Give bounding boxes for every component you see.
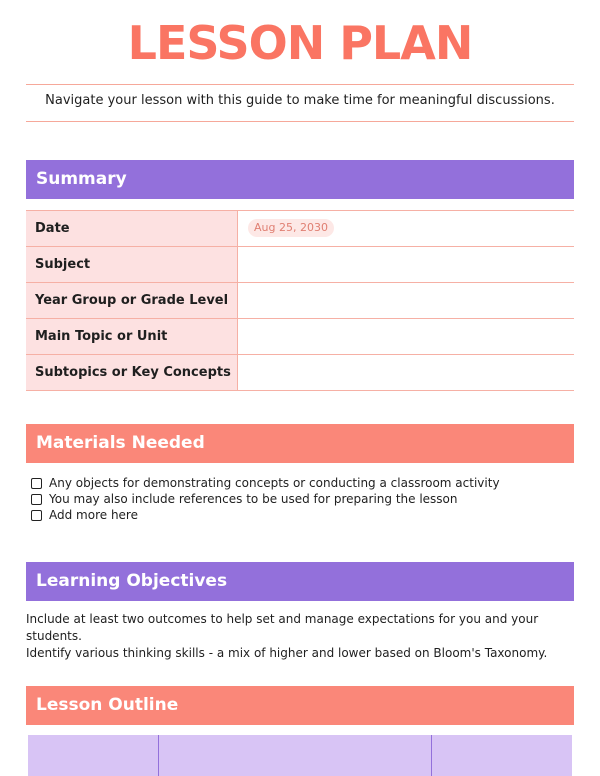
materials-heading: Materials Needed (26, 424, 574, 463)
list-item (31, 475, 500, 491)
checkbox[interactable] (31, 510, 42, 521)
date-value[interactable]: Aug 25, 2030 (248, 219, 334, 237)
summary-row-subtopics (26, 355, 574, 391)
list-item (31, 491, 500, 507)
summary-label: Subtopics or Key Concepts (26, 355, 238, 390)
summary-value[interactable] (238, 355, 574, 390)
checkbox[interactable] (31, 478, 42, 489)
summary-heading: Summary (26, 160, 574, 199)
objectives-heading: Learning Objectives (26, 562, 574, 601)
objectives-text (26, 611, 574, 662)
checkbox[interactable] (31, 494, 42, 505)
summary-row-topic (26, 319, 574, 355)
summary-row-date (26, 210, 574, 247)
summary-value[interactable] (238, 319, 574, 354)
checklist-label: Any objects for demonstrating concepts or conducting a classroom activity (49, 476, 500, 490)
outline-heading: Lesson Outline (26, 686, 574, 725)
summary-label: Date (26, 211, 238, 246)
summary-row-grade (26, 283, 574, 319)
list-item (31, 507, 500, 523)
summary-table (26, 210, 574, 391)
checklist-label: Add more here (49, 508, 138, 522)
checklist-label: You may also include references to be used for preparing the lesson (49, 492, 458, 506)
summary-value[interactable] (238, 283, 574, 318)
objective-line: Identify various thinking skills - a mix of higher and lower based on Bloom's Taxonomy. (26, 646, 548, 660)
outline-column (159, 735, 432, 776)
materials-checklist (31, 475, 500, 523)
summary-value[interactable] (238, 247, 574, 282)
outline-column (28, 735, 159, 776)
summary-label: Main Topic or Unit (26, 319, 238, 354)
top-divider (26, 84, 574, 85)
subtitle-divider (26, 121, 574, 122)
objective-line: Include at least two outcomes to help set and manage expectations for you and your students. (26, 612, 539, 643)
summary-label: Subject (26, 247, 238, 282)
outline-column (432, 735, 572, 776)
page-title: LESSON PLAN (127, 16, 473, 70)
outline-table (28, 735, 572, 776)
summary-row-subject (26, 247, 574, 283)
summary-value[interactable] (238, 211, 574, 246)
page-subtitle: Navigate your lesson with this guide to make time for meaningful discussions. (45, 93, 555, 108)
summary-label: Year Group or Grade Level (26, 283, 238, 318)
